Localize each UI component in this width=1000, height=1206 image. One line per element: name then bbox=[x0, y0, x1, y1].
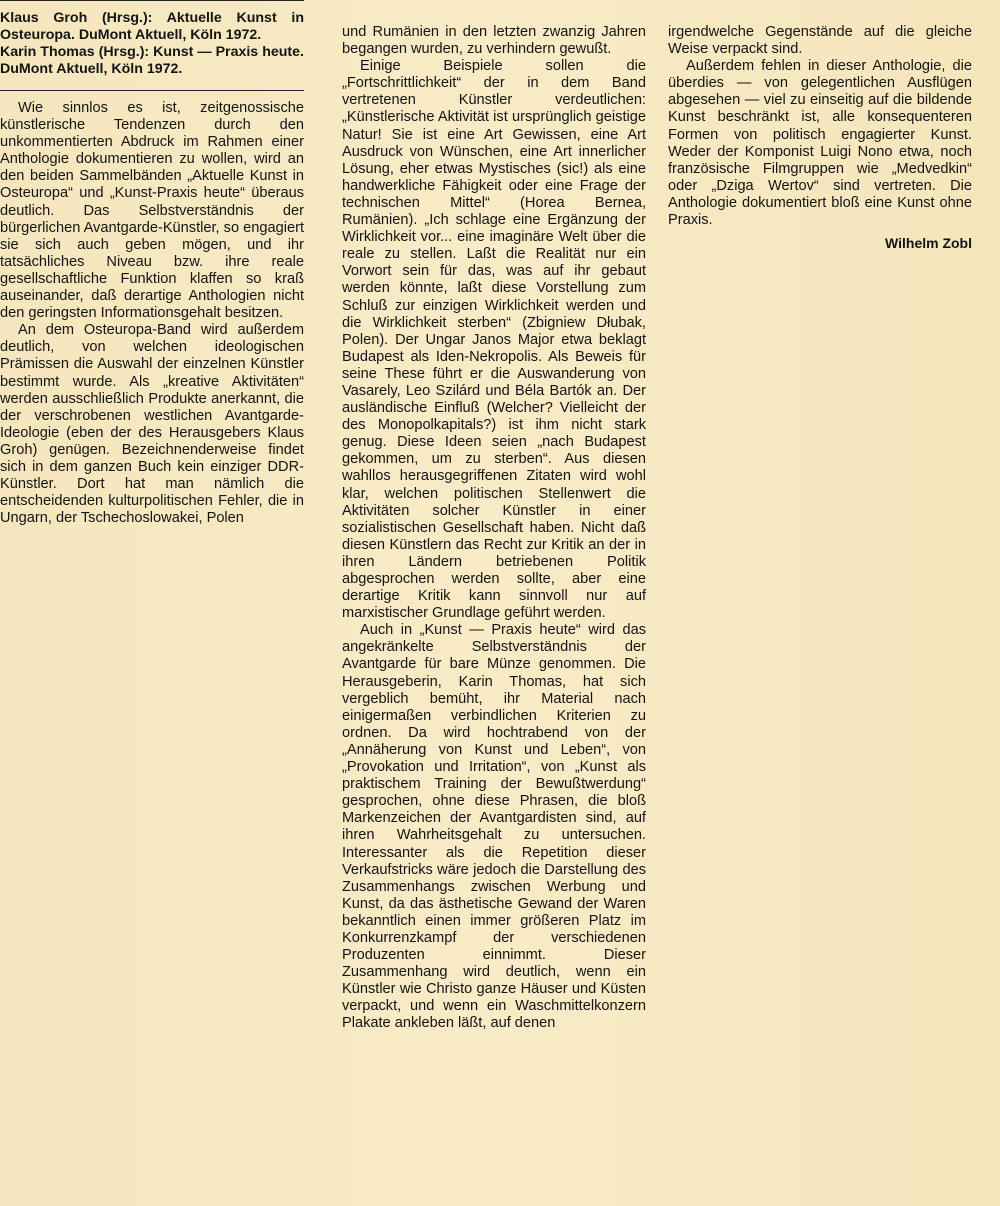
paragraph: Außerdem fehlen in dieser Anthologie, die überdies — von gelegentlichen Ausflügen abgesehen — viel zu einseitig auf die bildende Kunst beschränkt ist, alle konsequenteren Formen von politisch engagierter Kunst. Weder der Komponist Luigi Nono etwa, noch französische Filmgruppen wie „Medvedkin“ oder „Dziga Wertov“ sind vertreten. Die Anthologie dokumentiert bloß eine Kunst ohne Praxis. bbox=[668, 58, 972, 229]
paragraph: An dem Osteuropa-Band wird außerdem deutlich, von welchen ideologischen Prämissen die Auswahl der einzelnen Künstler bestimmt wurde. Als „kreative Aktivitäten“ werden ausschließlich Produkte anerkannt, die der verschrobenen westlichen Avantgarde-Ideologie (eben der des Herausgebers Klaus Groh) genügen. Bezeichnenderweise findet sich in dem ganzen Buch kein einziger DDR-Künstler. Dort hat man nämlich die entscheidenden kulturpolitischen Fehler, die in Ungarn, der Tschechoslowakei, Polen bbox=[0, 322, 304, 527]
column-1-text bbox=[0, 100, 304, 527]
author-signature: Wilhelm Zobl bbox=[885, 235, 972, 252]
right-column bbox=[668, 24, 972, 252]
paragraph: und Rumänien in den letzten zwanzig Jahren begangen wurden, zu verhindern gewußt. bbox=[342, 24, 646, 58]
paragraph: Wie sinnlos es ist, zeitgenossische künstlerische Tendenzen durch den unkommentierten Abdruck im Rahmen einer Anthologie dokumentieren zu wollen, wird an den beiden Sammelbänden „Aktuelle Kunst in Osteuropa“ und „Kunst-Praxis heute“ überaus deutlich. Das Selbstverständnis der bürgerlichen Avantgarde-Künstler, so engagiert sie sich auch geben mögen, und ihr tatsächliches Niveau bzw. ihre reale gesellschaftliche Funktion klaffen so kraß auseinander, daß derartige Anthologien nicht den geringsten Informationsgehalt besitzen. bbox=[0, 100, 304, 322]
paragraph: irgendwelche Gegenstände auf die gleiche Weise verpackt sind. bbox=[668, 24, 972, 58]
reference-groh: Klaus Groh (Hrsg.): Aktuelle Kunst in Osteuropa. DuMont Aktuell, Köln 1972. bbox=[0, 10, 304, 43]
reference-thomas: Karin Thomas (Hrsg.): Kunst — Praxis heute. DuMont Aktuell, Köln 1972. bbox=[0, 44, 304, 77]
book-references bbox=[0, 1, 304, 90]
bottom-rule bbox=[0, 90, 304, 91]
middle-column bbox=[342, 24, 646, 1033]
left-column bbox=[0, 0, 304, 527]
paragraph: Einige Beispiele sollen die „Fortschrittlichkeit“ der in dem Band vertretenen Künstler verdeutlichen: „Künstlerische Aktivität ist ursprünglich geistige Natur! Sie ist eine Art Gewissen, eine Art Ausdruck von Wünschen, eine Art innerlicher Lösung, eher etwas Mystisches (sic!) als eine handwerkliche Fähigkeit oder eine Frage der technischen Mittel“ (Horea Bernea, Rumänien). „Ich schlage eine Ergänzung der Wirklichkeit vor... eine imaginäre Welt über die reale zu stellen. Laßt die Realität nur ein Vorwort sein für das, was auf ihr gebaut werden könnte, laßt diese Vorstellung zum Schluß zur einzigen Wirklichkeit werden und die Wirklichkeit sterben“ (Zbigniew Dłubak, Polen). Der Ungar Janos Major etwa beklagt Budapest als Iden-Nekropolis. Als Beweis für seine These führt er die Auswanderung von Vasarely, Leo Szilárd und Béla Bartók an. Der ausländische Einfluß (Welcher? Vielleicht der des Monopolkapitals?) ist ihm nicht stark genug. Diese Ideen seien „nach Budapest gekommen, um zu sterben“. Aus diesen wahllos herausgegriffenen Zitaten wird wohl klar, welchen politischen Stellenwert die Aktivitäten solcher Künstler in einer sozialistischen Gesellschaft haben. Nicht daß diesen Künstlern das Recht zur Kritik an der in ihren Ländern betriebenen Politik abgesprochen werden sollte, aber eine derartige Kritik kann sinnvoll nur auf marxistischer Grundlage geführt werden. bbox=[342, 58, 646, 622]
paragraph: Auch in „Kunst — Praxis heute“ wird das angekränkelte Selbstverständnis der Avantgarde für bare Münze genommen. Die Herausgeberin, Karin Thomas, hat sich vergeblich bemüht, ihr Material nach einigermaßen verbindlichen Kriterien zu ordnen. Da wird hochtrabend von der „Annäherung von Kunst und Leben“, von „Provokation und Irritation“, von „Kunst als praktischem Training der Bewußtwerdung“ gesprochen, ohne diese Phrasen, die bloß Markenzeichen der Avantgardisten sind, auf ihren Wahrheitsgehalt zu untersuchen. Interessanter als die Repetition dieser Verkaufstricks wäre jedoch die Darstellung des Zusammenhangs zwischen Werbung und Kunst, da das ästhetische Gewand der Waren bekanntlich einen immer größeren Platz im Konkurrenzkampf der verschiedenen Produzenten einnimmt. Dieser Zusammenhang wird deutlich, wenn ein Künstler wie Christo ganze Häuser und Küsten verpackt, und wenn ein Waschmittelkonzern Plakate ankleben läßt, auf denen bbox=[342, 622, 646, 1032]
